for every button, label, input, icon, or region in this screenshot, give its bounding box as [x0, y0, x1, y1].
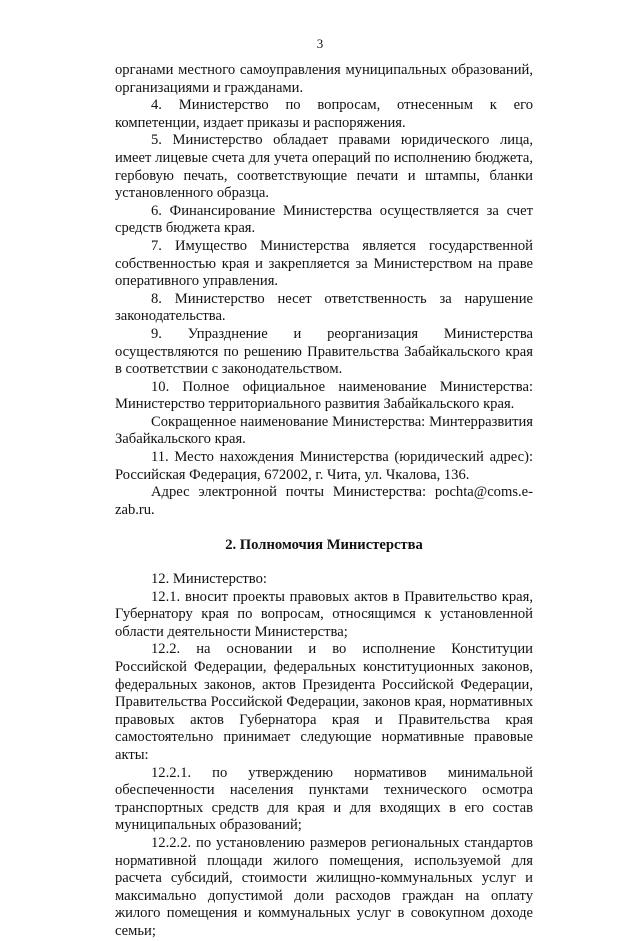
paragraph-7: 7. Имущество Министерства является государственной собственностью края и закрепляется за Министерством на праве оперативного управления.: [115, 237, 533, 290]
paragraph-10: 10. Полное официальное наименование Министерства: Министерство территориального развития Забайкальского края.: [115, 378, 533, 413]
paragraph-email: Адрес электронной почты Министерства: pochta@coms.e-zab.ru.: [115, 484, 533, 518]
paragraph-12-1: 12.1. вносит проекты правовых актов в Правительство края, Губернатору края по вопросам, относящимся к установленной области деятельности Министерства;: [115, 588, 533, 640]
paragraph-12-2-1: 12.2.1. по утверждению нормативов минимальной обеспеченности населения пунктами технического осмотра транспортных средств для края и для входящих в его состав муниципальных образований;: [115, 764, 533, 834]
paragraph-8: 8. Министерство несет ответственность за нарушение законодательства.: [115, 290, 533, 325]
paragraph-6: 6. Финансирование Министерства осуществляется за счет средств бюджета края.: [115, 202, 533, 237]
paragraph-5: 5. Министерство обладает правами юридического лица, имеет лицевые счета для учета операций по исполнению бюджета, гербовую печать, соответствующие печати и штампы, бланки установленного образца.: [115, 132, 533, 202]
section-heading: 2. Полномочия Министерства: [225, 537, 423, 554]
paragraph-4: 4. Министерство по вопросам, отнесенным к его компетенции, издает приказы и распоряжения.: [115, 97, 533, 131]
paragraph-9: 9. Упразднение и реорганизация Министерства осуществляются по решению Правительства Забайкальского края в соответствии с законодательством.: [115, 325, 533, 378]
page-number: 3: [316, 36, 324, 51]
paragraph-12-2: 12.2. на основании и во исполнение Конституции Российской Федерации, федеральных конституционных законов, федеральных законов, актов Президента Российской Федерации, Правительства Российской Федерации, законов края, нормативных правовых актов Губернатора края и Правительства края самостоятельно принимает следующие нормативные правовые акты:: [115, 641, 533, 763]
document-body: [115, 62, 533, 941]
paragraph-continuation: органами местного самоуправления муниципальных образований, организациями и гражданами.: [115, 62, 533, 96]
paragraph-12-2-2: 12.2.2. по установлению размеров региональных стандартов нормативной площади жилого помещения, используемой для расчета субсидий, стоимости жилищно-коммунальных услуг и максимально допустимой доли расходов граждан на оплату жилого помещения и коммунальных услуг в совокупном доходе семьи;: [115, 834, 533, 939]
paragraph-11: 11. Место нахождения Министерства (юридический адрес): Российская Федерация, 672002, г. Чита, ул. Чкалова, 136.: [115, 449, 533, 483]
paragraph-short-name: Сокращенное наименование Министерства: Минтерразвития Забайкальского края.: [115, 413, 533, 448]
paragraph-12: 12. Министерство:: [151, 571, 267, 588]
